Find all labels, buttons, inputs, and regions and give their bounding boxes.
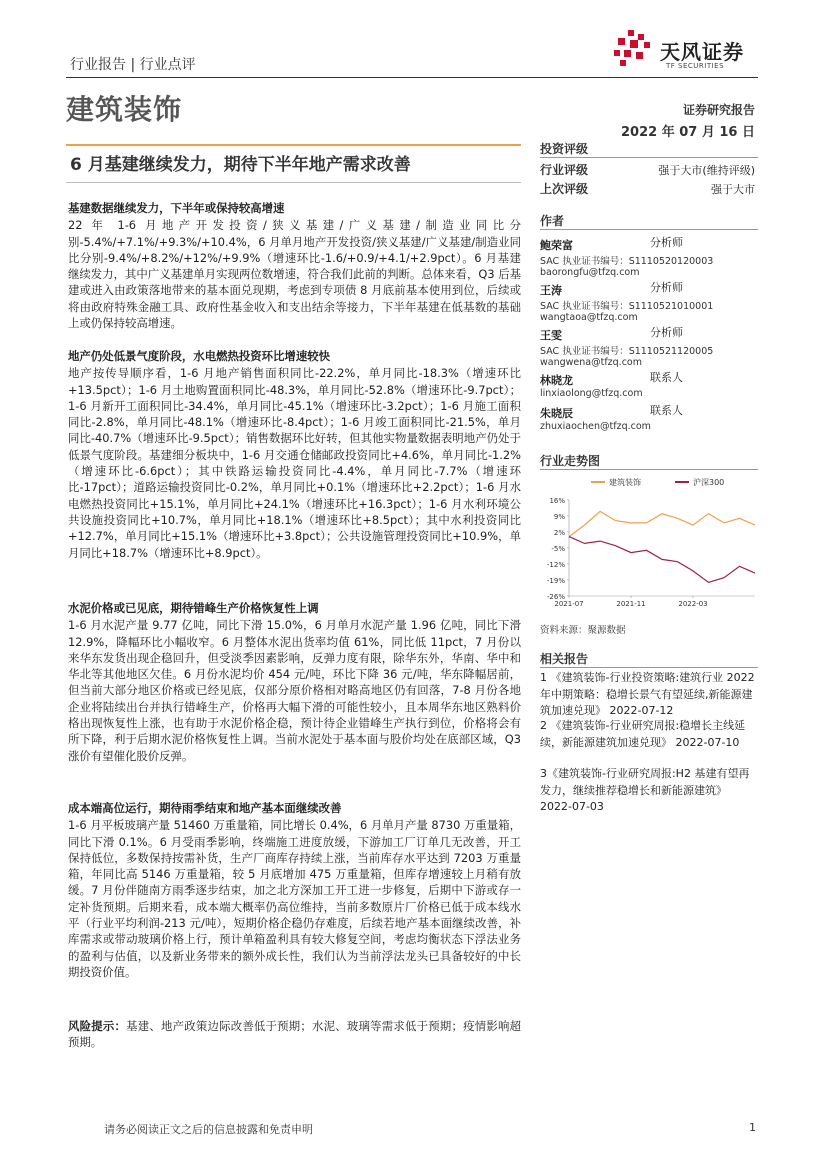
rating-rule bbox=[540, 157, 758, 158]
trend-chart-svg bbox=[537, 472, 759, 622]
disclaimer-footer: 请务必阅读正文之后的信息披露和免责申明 bbox=[104, 1123, 313, 1136]
section-body: 22 年 1-6 月地产开发投资/狭义基建/广义基建/制造业同比分别-5.4%/+7.1%/+9.3%/+10.4%，6 月单月地产开发投资/狭义基建/广义基建/制造业同比分别-9.4%/+8.2%/+12%/+9.9%（增速环比-1.6/+0.9/+4.1/+2.9pct）。6 月基建继续发力，其中广义基建单月实现两位数增速，符合我们此前的判断。总体来看，Q3 后基建或进入由政策落地带来的基本面兑现期，考虑到专项债 8 月底前基本使用到位，后续或将由政府特殊金融工具、政府性基金收入和支出结余等接力，下半年基建在低基数的基础上或仍保持较高增速。 bbox=[68, 218, 521, 331]
related-report-date: 2022-07-10 bbox=[675, 735, 740, 749]
author-role: 分析师 bbox=[650, 236, 683, 249]
section-title: 地产仍处低景气度阶段，水电燃热投资环比增速较快 bbox=[68, 349, 330, 363]
y-tick-label: 16% bbox=[549, 497, 565, 505]
author-name: 王雯 bbox=[540, 329, 562, 342]
headline-rule bbox=[66, 144, 521, 146]
related-report-item[interactable] bbox=[540, 670, 758, 720]
author-card bbox=[540, 279, 758, 323]
section-title: 水泥价格或已见底，期待错峰生产价格恢复性上调 bbox=[68, 601, 319, 615]
trend-rule bbox=[540, 469, 758, 470]
section-body: 地产按传导顺序看，1-6 月地产销售面积同比-22.2%，单月同比-18.3%（增速环比+13.5pct）；1-6 月土地购置面积同比-48.3%，单月同比-52.8%（增速环比-9.7pct）；1-6 月新开工面积同比-34.4%，单月同比-45.1%（增速环比-3.2pct）；1-6 月施工面积同比-2.8%，单月同比-48.1%（增速环比-8.4pct）；1-6 月竣工面积同比-21.5%，单月同比-40.7%（增速环比-9.5pct）；销售数据环比好转，但其他实物量数据表明地产仍处于低景气度阶段。基建细分板块中，1-6 月交通仓储邮政投资同比+4.6%，单月同比-1.2%（增速环比-6.6pct）；其中铁路运输投资同比-4.4%，单月同比-7.7%（增速环比-17pct）；道路运输投资同比-0.2%，单月同比+0.1%（增速环比+2.2pct）；1-6 月水电燃热投资同比+15.1%，单月同比+24.1%（增速环比+16.3pct）；1-6 月水利环境公共设施投资同比+10.7%，单月同比+18.1%（增速环比+8.5pct）；其中水利投资同比+12.7%，单月同比+15.1%（增速环比+3.8pct）；公共设施管理投资同比+10.9%，单月同比+18.7%（增速环比+8.9pct）。 bbox=[68, 366, 521, 560]
series-line-hs300 bbox=[569, 537, 755, 583]
author-role: 联系人 bbox=[650, 371, 683, 384]
author-cert: SAC 执业证书编号：S1110521120005 bbox=[540, 346, 714, 357]
author-card bbox=[540, 234, 758, 278]
author-email[interactable]: wangtaoa@tfzq.com bbox=[540, 312, 638, 323]
legend-label: 沪深300 bbox=[693, 478, 725, 487]
last-rating-label: 上次评级 bbox=[540, 182, 589, 196]
section-body: 1-6 月水泥产量 9.77 亿吨，同比下滑 15.0%，6 月单月水泥产量 1.96 亿吨，同比下滑 12.9%，降幅环比小幅收窄。6 月整体水泥出货率均值 61%，同比低 11pct，7 月份以来华东发货出现企稳回升，但受淡季因素影响，反弹力度有限，除华东外，华南、华中和华北等其他地区欠佳。6 月份水泥均价 454 元/吨，环比下降 36 元/吨，华东降幅居前，但当前大部分地区价格或已经见底，仅部分原价格相对略高地区仍有回落，7-8 月份各地企业将陆续出台并执行错峰生产，价格再大幅下滑的可能性较小，且本周华东地区熟料价格出现恢复性上涨，也有助于水泥价格企稳，预计待企业错峰生产执行到位，价格将会有所下降，利于后期水泥价格恢复性上调。当前水泥处于基本面与股价均处在底部区域，Q3 涨价有望催化股价反弹。 bbox=[68, 618, 521, 763]
section-infrastructure bbox=[68, 200, 521, 331]
sector-title: 建筑装饰 bbox=[66, 93, 183, 126]
related-report-item[interactable] bbox=[540, 766, 758, 816]
section-title: 成本端高位运行，期待雨季结束和地产基本面继续改善 bbox=[68, 801, 342, 815]
brand-subtitle: TF SECURITIES bbox=[666, 62, 725, 70]
risk-label: 风险提示： bbox=[68, 1019, 127, 1033]
section-cement bbox=[68, 600, 521, 764]
related-report-date: 2022-07-03 bbox=[540, 800, 604, 813]
y-tick-label: 9% bbox=[553, 513, 565, 521]
report-headline: 6 月基建继续发力，期待下半年地产需求改善 bbox=[70, 155, 411, 175]
risk-text: 基建、地产政策边际改善低于预期；水泥、玻璃等需求低于预期；疫情影响超预期。 bbox=[68, 1019, 521, 1050]
author-name: 朱晓辰 bbox=[540, 407, 573, 420]
author-email[interactable]: baorongfu@tfzq.com bbox=[540, 267, 640, 278]
section-glass bbox=[68, 800, 521, 980]
y-tick-label: -12% bbox=[546, 561, 565, 569]
authors-title: 作者 bbox=[540, 214, 565, 228]
section-title: 基建数据继续发力，下半年或保持较高增速 bbox=[68, 201, 285, 215]
chart-source: 资料来源：聚源数据 bbox=[540, 625, 626, 636]
page-number: 1 bbox=[749, 1121, 756, 1134]
tf-logo-icon bbox=[610, 28, 658, 70]
related-report-date: 2022-07-12 bbox=[609, 704, 674, 717]
related-title: 相关报告 bbox=[540, 652, 589, 666]
related-report-title: 1 《建筑装饰-行业投资策略:建筑行业 2022 年中期策略：稳增长景气有望延续,新能源建筑加速兑现》 bbox=[540, 671, 755, 717]
author-email[interactable]: wangwena@tfzq.com bbox=[540, 357, 642, 368]
legend-label: 建筑装饰 bbox=[609, 478, 641, 487]
x-tick-label: 2021-07 bbox=[554, 600, 584, 608]
author-name: 林晓龙 bbox=[540, 374, 573, 387]
series-line-construction bbox=[569, 511, 755, 536]
author-name: 王涛 bbox=[540, 284, 562, 297]
report-type: 证券研究报告 bbox=[682, 103, 755, 117]
author-role: 分析师 bbox=[650, 326, 683, 339]
brand-name: 天风证券 bbox=[660, 40, 744, 64]
trend-title: 行业走势图 bbox=[540, 454, 601, 468]
related-report-title: 2 《建筑装饰-行业研究周报:稳增长主线延续，新能源建筑加速兑现》 bbox=[540, 719, 746, 749]
headline-underline bbox=[66, 182, 521, 183]
header-divider bbox=[66, 77, 758, 78]
industry-trend-chart bbox=[537, 472, 759, 622]
y-tick-label: -19% bbox=[546, 577, 565, 585]
related-report-item[interactable] bbox=[540, 718, 758, 751]
author-card bbox=[540, 324, 758, 368]
author-cert: SAC 执业证书编号：S1110521010001 bbox=[540, 301, 714, 312]
risk-warning bbox=[68, 1018, 521, 1051]
industry-rating-label: 行业评级 bbox=[540, 163, 589, 177]
related-rule bbox=[540, 667, 758, 668]
authors-rule bbox=[540, 229, 758, 230]
report-date: 2022 年 07 月 16 日 bbox=[621, 125, 755, 140]
y-tick-label: -5% bbox=[551, 545, 565, 553]
author-email[interactable]: zhuxiaochen@tfzq.com bbox=[540, 421, 651, 432]
x-tick-label: 2022-03 bbox=[678, 600, 708, 608]
author-name: 鲍荣富 bbox=[540, 239, 573, 252]
section-body: 1-6 月平板玻璃产量 51460 万重量箱，同比增长 0.4%，6 月单月产量 8730 万重量箱，同比下滑 0.1%。6 月受雨季影响，终端施工进度放缓，下游加工厂订单几无改善，开工保持低位，多数保持按需补货，生产厂商库存持续上涨，当前库存水平达到 7203 万重量箱，年同比高 5146 万重量箱，较 5 月底增加 475 万重量箱，但库存增速较上月稍有放缓。7 月份伴随南方雨季逐步结束，加之北方深加工开工进一步修复，后期中下游或存一定补货预期。后期来看，成本端大概率仍高位维持，当前多数原片厂价格已低于成本线水平（行业平均利润-213 元/吨），短期价格企稳仍存难度，后续若地产基本面继续改善，补库需求或带动玻璃价格上行，预计单箱盈利具有较大修复空间，考虑均衡状态下浮法业务的盈利与估值，以及新业务带来的额外成长性，我们认为当前浮法龙头已具备较好的中长期投资价值。 bbox=[68, 818, 521, 979]
author-cert: SAC 执业证书编号：S1110520120003 bbox=[540, 256, 714, 267]
report-category: 行业报告 | 行业点评 bbox=[70, 57, 196, 73]
y-tick-label: 2% bbox=[553, 529, 565, 537]
section-real-estate bbox=[68, 348, 521, 561]
y-tick-label: -26% bbox=[546, 593, 565, 601]
author-email[interactable]: linxiaolong@tfzq.com bbox=[540, 388, 643, 399]
industry-rating-value: 强于大市(维持评级) bbox=[658, 164, 755, 177]
author-card bbox=[540, 402, 758, 432]
last-rating-value: 强于大市 bbox=[711, 183, 755, 196]
author-role: 联系人 bbox=[650, 404, 683, 417]
author-role: 分析师 bbox=[650, 281, 683, 294]
x-tick-label: 2021-11 bbox=[616, 600, 646, 608]
related-report-title: 3《建筑装饰-行业研究周报:H2 基建有望再发力，继续推荐稳增长和新能源建筑》 bbox=[540, 767, 750, 797]
author-card bbox=[540, 369, 758, 399]
rating-title: 投资评级 bbox=[540, 142, 589, 156]
